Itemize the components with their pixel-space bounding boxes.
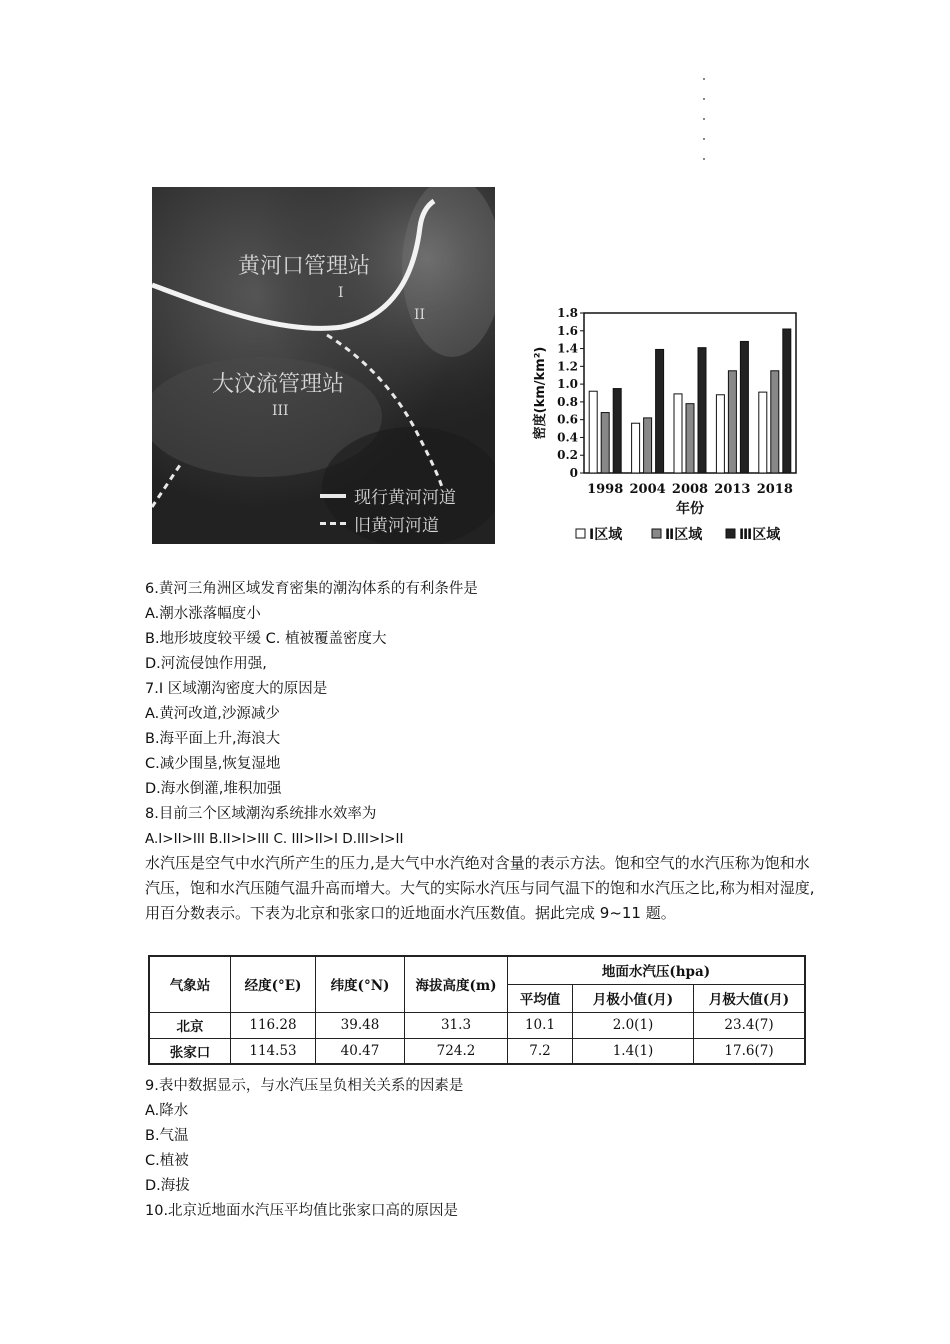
y-tick-label: 0.4	[557, 430, 578, 445]
density-bar-chart	[530, 305, 810, 555]
q7-option-b: B.海平面上升,海浪大	[145, 731, 281, 747]
y-tick-label: 1.6	[557, 323, 578, 338]
bar	[674, 394, 682, 473]
x-tick-label: 2008	[671, 482, 709, 497]
table-row: 北京 116.28 39.48 31.3 10.1 2.0(1) 23.4(7)	[149, 1012, 805, 1038]
question-9: 9.表中数据显示，与水汽压呈负相关关系的因素是	[145, 1078, 464, 1094]
legend-current: 现行黄河河道	[320, 483, 456, 508]
x-tick-label: 2013	[714, 482, 751, 497]
y-axis-label: 密度(km/km²)	[533, 346, 548, 440]
station-label-2: 大汶流管理站	[212, 372, 345, 397]
q8-options: A.I>II>III B.II>I>III C. III>II>I D.III>I>II	[145, 831, 404, 847]
th-station: 气象站	[149, 956, 231, 1012]
q6-option-d: D.河流侵蚀作用强,	[145, 656, 267, 672]
legend-label: Ⅲ区域	[739, 527, 781, 543]
table-row: 张家口 114.53 40.47 724.2 7.2 1.4(1) 17.6(7)	[149, 1038, 805, 1064]
bar	[632, 423, 640, 473]
q7-option-a: A.黄河改道,沙源减少	[145, 706, 280, 722]
water-vapor-table	[148, 955, 806, 1065]
bar	[716, 395, 724, 473]
y-tick-label: 1.4	[557, 341, 578, 356]
question-7: 7.I 区域潮沟密度大的原因是	[145, 681, 328, 697]
bar	[698, 348, 706, 473]
th-vapor-group: 地面水汽压(hpa)	[508, 956, 806, 984]
passage: 水汽压是空气中水汽所产生的压力,是大气中水汽绝对含量的表示方法。饱和空气的水汽压称为饱和水汽压，饱和水汽压随气温升高而增大。大气的实际水汽压与同气温下的饱和水汽压之比,称为相对湿度,用百分数表示。下表为北京和张家口的近地面水汽压数值。据此完成 9~11 题。	[145, 854, 815, 922]
th-alt: 海拔高度(m)	[405, 956, 508, 1012]
y-tick-label: 0.6	[557, 412, 578, 427]
bar	[740, 341, 748, 473]
q9-option-d: D.海拔	[145, 1178, 190, 1194]
q7-option-d: D.海水倒灌,堆积加强	[145, 781, 282, 797]
satellite-map	[152, 187, 495, 544]
q9-option-b: B.气温	[145, 1128, 189, 1144]
bar	[771, 371, 779, 473]
y-tick-label: 1.0	[557, 377, 578, 392]
x-tick-label: 1998	[587, 482, 624, 497]
question-8: 8.目前三个区域潮沟系统排水效率为	[145, 806, 377, 822]
bar	[613, 389, 621, 473]
th-avg: 平均值	[508, 984, 573, 1012]
margin-dots	[703, 78, 707, 178]
bar	[759, 392, 767, 473]
bar	[601, 413, 609, 473]
legend-label: Ⅱ区域	[665, 527, 703, 543]
y-tick-label: 1.2	[557, 359, 578, 374]
region-label-3: III	[272, 403, 289, 419]
q7-option-c: C.减少围垦,恢复湿地	[145, 756, 281, 772]
legend-label: Ⅰ区域	[589, 527, 623, 543]
legend-swatch	[576, 529, 585, 538]
chart-svg	[530, 305, 810, 555]
th-max: 月极大值(月)	[694, 984, 806, 1012]
bar	[656, 349, 664, 473]
bar	[589, 391, 597, 473]
question-6: 6.黄河三角洲区域发育密集的潮沟体系的有利条件是	[145, 581, 478, 597]
legend-swatch	[726, 529, 735, 538]
th-lon: 经度(°E)	[231, 956, 316, 1012]
th-lat: 纬度(°N)	[316, 956, 405, 1012]
q9-option-c: C.植被	[145, 1153, 189, 1169]
q6-option-a: A.潮水涨落幅度小	[145, 606, 261, 622]
x-tick-label: 2004	[629, 482, 666, 497]
y-tick-label: 0	[569, 466, 578, 480]
station-label-1: 黄河口管理站	[238, 254, 371, 279]
x-axis-label: 年份	[676, 501, 704, 517]
x-tick-label: 2018	[756, 482, 793, 497]
q6-option-bc: B.地形坡度较平缓 C. 植被覆盖密度大	[145, 631, 387, 647]
legend-swatch	[652, 529, 661, 538]
bar	[783, 329, 791, 473]
region-label-1: I	[338, 285, 344, 301]
q9-option-a: A.降水	[145, 1103, 189, 1119]
y-tick-label: 0.8	[557, 394, 578, 409]
th-min: 月极小值(月)	[573, 984, 694, 1012]
question-10: 10.北京近地面水汽压平均值比张家口高的原因是	[145, 1203, 459, 1219]
region-label-2: II	[414, 307, 426, 323]
bar	[686, 404, 694, 473]
y-tick-label: 0.2	[557, 448, 578, 463]
y-tick-label: 1.8	[557, 306, 578, 320]
bar	[728, 371, 736, 473]
legend-old: 旧黄河河道	[320, 511, 439, 536]
bar	[644, 418, 652, 473]
